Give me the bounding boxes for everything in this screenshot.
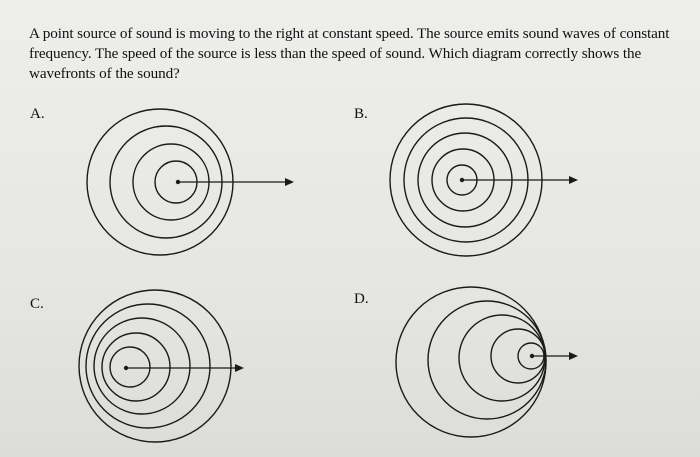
option-d-wavefront-1 <box>396 287 546 437</box>
option-c-velocity-arrowhead <box>235 364 244 372</box>
option-d-label: D. <box>354 291 369 307</box>
option-a-label: A. <box>30 106 45 122</box>
option-b-label: B. <box>354 106 368 122</box>
option-a-diagram <box>87 109 294 255</box>
option-c-wavefront-2 <box>86 304 210 428</box>
option-c-wavefront-4 <box>102 333 170 401</box>
option-c-diagram <box>79 290 244 442</box>
question-text: A point source of sound is moving to the right at constant speed. The source emits sound waves of constant frequency. The speed of the source is less than the speed of sound. Which diagram correctly shows the wavefronts of the sound? <box>29 25 670 82</box>
option-c-wavefront-5 <box>110 347 150 387</box>
option-d-diagram <box>396 287 578 437</box>
option-d-wavefront-2 <box>428 301 546 419</box>
option-a-velocity-arrowhead <box>285 178 294 186</box>
option-c-label: C. <box>30 296 44 312</box>
option-c-wavefront-3 <box>94 318 190 414</box>
option-b-velocity-arrowhead <box>569 176 578 184</box>
option-d-velocity-arrowhead <box>569 352 578 360</box>
option-b-diagram <box>390 104 578 256</box>
